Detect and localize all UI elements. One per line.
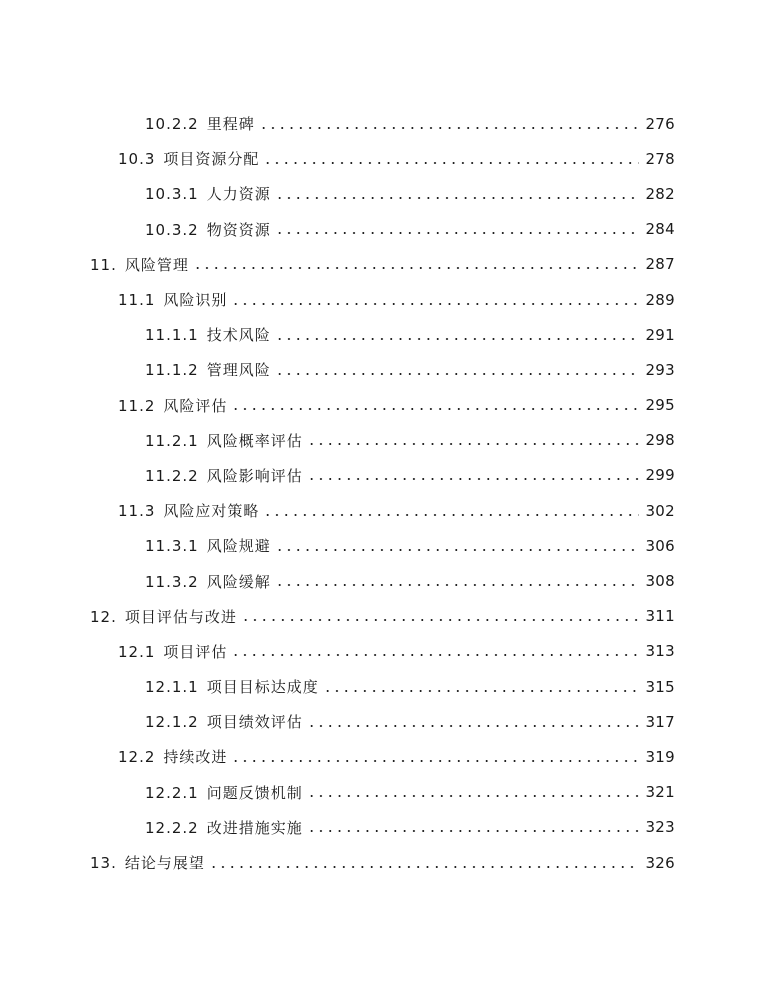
toc-page-number: 284 xyxy=(645,220,675,239)
dot-leader xyxy=(275,373,639,375)
toc-entry[interactable] xyxy=(0,845,765,880)
toc-entry-number: 11.2.1 xyxy=(145,431,199,450)
toc-entry-title xyxy=(118,395,227,416)
toc-entry-title xyxy=(145,535,271,556)
toc-entry[interactable] xyxy=(0,775,765,810)
toc-entry[interactable] xyxy=(0,282,765,317)
dot-leader xyxy=(307,478,639,480)
toc-entry-text: 风险概率评估 xyxy=(206,431,303,450)
toc-entry-text: 风险影响评估 xyxy=(206,466,303,485)
toc-page-number: 299 xyxy=(645,466,675,485)
toc-entry-number: 11.3.2 xyxy=(145,572,199,591)
toc-entry-text: 里程碑 xyxy=(206,115,255,134)
toc-entry[interactable] xyxy=(0,634,765,669)
toc-entry-title xyxy=(118,289,227,310)
toc-entry-number: 11.1.1 xyxy=(145,326,199,345)
toc-entry-number: 13. xyxy=(90,854,117,873)
toc-entry-number: 11. xyxy=(90,255,117,274)
toc-entry-title xyxy=(145,359,271,380)
dot-leader xyxy=(275,338,639,340)
toc-entry[interactable] xyxy=(0,739,765,774)
dot-leader xyxy=(275,197,639,199)
toc-entry-number: 12. xyxy=(90,607,117,626)
toc-entry-title xyxy=(145,183,271,204)
toc-entry[interactable] xyxy=(0,599,765,634)
toc-page-number: 278 xyxy=(645,149,675,168)
toc-entry-number: 10.2.2 xyxy=(145,115,199,134)
toc-entry-number: 11.1 xyxy=(118,291,156,310)
toc-entry-text: 结论与展望 xyxy=(124,854,205,873)
toc-entry-text: 改进措施实施 xyxy=(206,818,303,837)
toc-page-number: 319 xyxy=(645,747,675,766)
toc-entry-text: 项目评估 xyxy=(163,642,228,661)
dot-leader xyxy=(259,127,639,129)
toc-entry-title xyxy=(145,113,255,134)
dot-leader xyxy=(307,795,639,797)
toc-entry-number: 10.3.1 xyxy=(145,185,199,204)
toc-entry-title xyxy=(90,606,237,627)
toc-entry[interactable] xyxy=(0,141,765,176)
dot-leader xyxy=(209,866,639,868)
toc-entry-number: 11.2 xyxy=(118,396,156,415)
toc-entry[interactable] xyxy=(0,810,765,845)
table-of-contents xyxy=(0,106,765,880)
dot-leader xyxy=(231,408,639,410)
toc-entry-number: 11.3 xyxy=(118,502,156,521)
toc-entry-title xyxy=(145,465,303,486)
toc-entry-number: 10.3.2 xyxy=(145,220,199,239)
toc-entry[interactable] xyxy=(0,563,765,598)
toc-entry-number: 12.1.1 xyxy=(145,678,199,697)
toc-page-number: 298 xyxy=(645,431,675,450)
toc-entry-text: 管理风险 xyxy=(206,361,271,380)
toc-entry-text: 项目资源分配 xyxy=(163,150,260,169)
dot-leader xyxy=(241,619,639,621)
toc-page-number: 289 xyxy=(645,290,675,309)
toc-entry-number: 12.1 xyxy=(118,642,156,661)
toc-entry[interactable] xyxy=(0,669,765,704)
toc-entry[interactable] xyxy=(0,247,765,282)
dot-leader xyxy=(307,725,639,727)
toc-page-number: 321 xyxy=(645,783,675,802)
toc-entry-text: 问题反馈机制 xyxy=(206,783,303,802)
toc-entry[interactable] xyxy=(0,388,765,423)
toc-entry[interactable] xyxy=(0,493,765,528)
toc-entry[interactable] xyxy=(0,423,765,458)
toc-entry-text: 持续改进 xyxy=(163,748,228,767)
toc-entry-text: 项目绩效评估 xyxy=(206,713,303,732)
toc-page-number: 326 xyxy=(645,853,675,872)
toc-entry-text: 技术风险 xyxy=(206,326,271,345)
toc-entry-title xyxy=(118,641,227,662)
toc-entry-text: 物资资源 xyxy=(206,220,271,239)
toc-entry[interactable] xyxy=(0,528,765,563)
toc-entry-number: 11.3.1 xyxy=(145,537,199,556)
toc-entry-title xyxy=(145,430,303,451)
toc-entry-title xyxy=(145,711,303,732)
toc-entry-title xyxy=(118,746,227,767)
toc-entry-title xyxy=(90,254,189,275)
toc-page-number: 302 xyxy=(645,501,675,520)
dot-leader xyxy=(323,690,639,692)
toc-page-number: 323 xyxy=(645,818,675,837)
toc-entry-number: 12.2.2 xyxy=(145,818,199,837)
toc-entry-number: 11.2.2 xyxy=(145,466,199,485)
dot-leader xyxy=(307,830,639,832)
toc-entry-text: 风险缓解 xyxy=(206,572,271,591)
dot-leader xyxy=(231,654,639,656)
toc-page-number: 317 xyxy=(645,712,675,731)
toc-entry-number: 12.1.2 xyxy=(145,713,199,732)
dot-leader xyxy=(275,584,639,586)
toc-entry-title xyxy=(145,817,303,838)
dot-leader xyxy=(231,760,639,762)
toc-entry-title xyxy=(145,782,303,803)
toc-page-number: 311 xyxy=(645,607,675,626)
toc-entry-text: 人力资源 xyxy=(206,185,271,204)
toc-entry-title xyxy=(118,500,259,521)
toc-entry-title xyxy=(145,676,319,697)
toc-entry[interactable] xyxy=(0,106,765,141)
toc-entry-title xyxy=(118,148,259,169)
toc-page-number: 315 xyxy=(645,677,675,696)
toc-page-number: 276 xyxy=(645,114,675,133)
toc-entry-title xyxy=(145,219,271,240)
toc-entry[interactable] xyxy=(0,458,765,493)
toc-entry-text: 风险应对策略 xyxy=(163,502,260,521)
toc-entry-text: 风险规避 xyxy=(206,537,271,556)
toc-entry[interactable] xyxy=(0,212,765,247)
dot-leader xyxy=(275,232,639,234)
toc-entry-number: 10.3 xyxy=(118,150,156,169)
toc-entry-title xyxy=(145,324,271,345)
toc-page-number: 306 xyxy=(645,536,675,555)
toc-entry[interactable] xyxy=(0,317,765,352)
toc-entry[interactable] xyxy=(0,352,765,387)
dot-leader xyxy=(307,443,639,445)
toc-entry-number: 12.2 xyxy=(118,748,156,767)
toc-page-number: 282 xyxy=(645,184,675,203)
toc-page-number: 313 xyxy=(645,642,675,661)
toc-page-number: 295 xyxy=(645,396,675,415)
toc-entry[interactable] xyxy=(0,176,765,211)
dot-leader xyxy=(263,162,639,164)
toc-entry-text: 项目目标达成度 xyxy=(206,678,319,697)
toc-entry-text: 项目评估与改进 xyxy=(124,607,237,626)
dot-leader xyxy=(231,303,639,305)
dot-leader xyxy=(263,514,639,516)
toc-entry-text: 风险管理 xyxy=(124,255,189,274)
toc-page-number: 287 xyxy=(645,255,675,274)
dot-leader xyxy=(193,267,639,269)
toc-entry-title xyxy=(145,571,271,592)
toc-entry[interactable] xyxy=(0,704,765,739)
toc-page-number: 308 xyxy=(645,572,675,591)
dot-leader xyxy=(275,549,639,551)
toc-page-number: 291 xyxy=(645,325,675,344)
toc-entry-text: 风险评估 xyxy=(163,396,228,415)
toc-entry-text: 风险识别 xyxy=(163,291,228,310)
toc-page-number: 293 xyxy=(645,360,675,379)
toc-entry-number: 12.2.1 xyxy=(145,783,199,802)
toc-entry-number: 11.1.2 xyxy=(145,361,199,380)
toc-entry-title xyxy=(90,852,205,873)
